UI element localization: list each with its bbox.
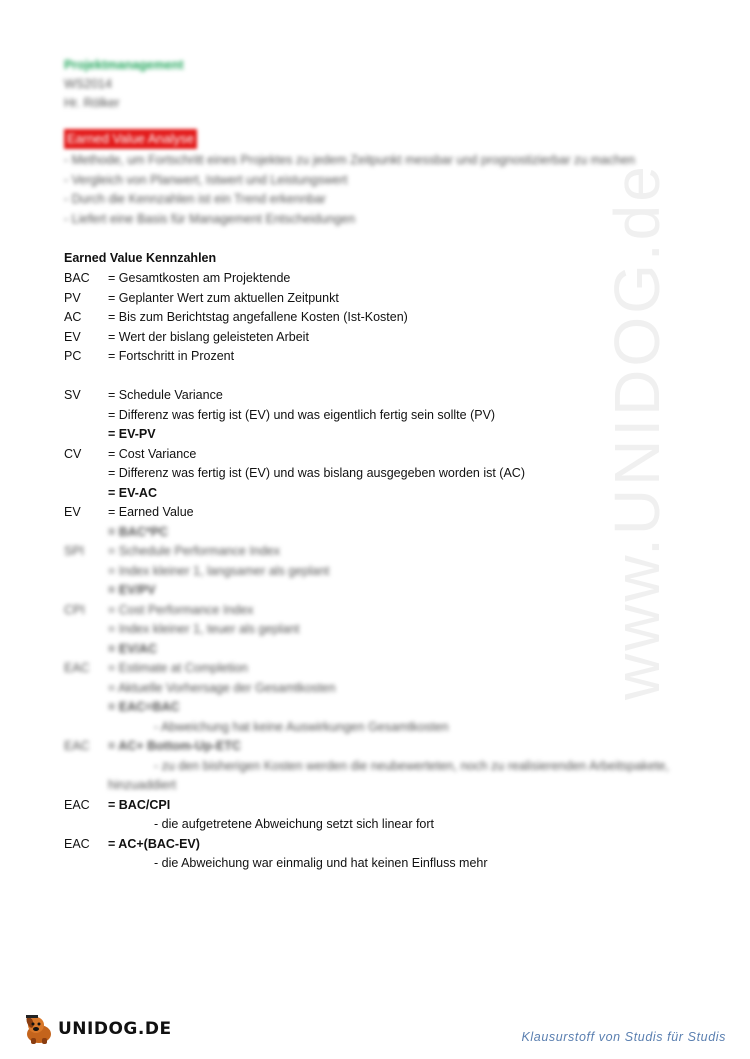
formula-row <box>64 601 704 621</box>
bullet-item: - Vergleich von Planwert, Istwert und Leistungswert <box>64 172 348 187</box>
formula-line: = Earned Value <box>108 505 194 519</box>
term: EAC <box>64 797 90 812</box>
formula-line: = Differenz was fertig ist (EV) und was eigentlich fertig sein sollte (PV) <box>108 407 496 422</box>
formula-row <box>64 523 704 543</box>
formula-line: = AC+(BAC-EV) <box>108 836 200 851</box>
formula-row <box>64 737 704 757</box>
formula-row <box>64 679 704 699</box>
formula-line: = Estimate at Completion <box>108 661 248 675</box>
term: CV <box>64 446 82 461</box>
semester: WS2014 <box>64 77 112 91</box>
formula-line: = EAC=BAC <box>108 700 180 714</box>
term: PC <box>64 349 82 363</box>
formula-row <box>64 659 704 679</box>
formula-row <box>64 718 704 738</box>
definition: = Fortschritt in Prozent <box>108 349 235 363</box>
formula-row <box>64 484 704 504</box>
formula-line: = Cost Performance Index <box>108 602 254 617</box>
definition-row <box>64 289 704 309</box>
header-block <box>64 56 704 113</box>
formula-row <box>64 854 704 874</box>
logo-text: UNIDOG.DE <box>58 1019 172 1039</box>
term: EV <box>64 329 81 344</box>
formula-row <box>64 386 704 406</box>
formula-row <box>64 835 704 855</box>
dog-mascot-icon <box>22 1012 56 1046</box>
formula-row <box>64 425 704 445</box>
formula-line: = BAC*PC <box>108 524 169 539</box>
formula-row <box>64 562 704 582</box>
lecturer: Hr. Rölker <box>64 96 120 110</box>
definition-row <box>64 347 704 367</box>
formula-line: - zu den bisherigen Kosten werden die neubewerteten, noch zu realisierenden Arbeitspakete, <box>154 758 669 773</box>
definition-list <box>64 269 704 367</box>
definition: = Wert der bislang geleisteten Arbeit <box>108 329 309 344</box>
formula-line: = EV/AC <box>108 641 157 656</box>
bullet-list <box>64 151 704 229</box>
formula-line: = BAC/CPI <box>108 797 171 812</box>
unidog-logo <box>22 1012 172 1046</box>
formula-line: = Cost Variance <box>108 446 197 461</box>
definition: = Bis zum Berichtstag angefallene Kosten (Ist-Kosten) <box>108 310 408 324</box>
formula-line: - die Abweichung war einmalig und hat keinen Einfluss mehr <box>154 856 488 870</box>
term: SPI <box>64 544 85 558</box>
term: CPI <box>64 602 85 617</box>
formula-line: = AC+ Bottom-Up-ETC <box>108 739 241 753</box>
document-body <box>64 56 704 874</box>
formula-line: = Differenz was fertig ist (EV) und was bislang ausgegeben worden ist (AC) <box>108 466 525 480</box>
bullet-item: - Durch die Kennzahlen ist ein Trend erkennbar <box>64 192 326 206</box>
definition-row <box>64 269 704 289</box>
section-heading: Earned Value Analyse <box>64 129 197 149</box>
footer-tagline: Klausurstoff von Studis für Studis <box>521 1030 726 1044</box>
watermark: www.UNIDOG.de <box>601 163 673 700</box>
formula-row <box>64 640 704 660</box>
formula-row <box>64 464 704 484</box>
formula-row <box>64 445 704 465</box>
term: PV <box>64 290 81 305</box>
formula-row <box>64 581 704 601</box>
term: EAC <box>64 661 90 675</box>
formula-line: = Aktuelle Vorhersage der Gesamtkosten <box>108 680 336 695</box>
bullet-item: - Methode, um Fortschritt eines Projektes zu jedem Zeitpunkt messbar und prognostizierbar zu machen <box>64 153 636 167</box>
formula-line: = EV-PV <box>108 427 156 441</box>
formula-row <box>64 757 704 777</box>
term: EAC <box>64 836 90 851</box>
term: EAC <box>64 739 90 753</box>
formula-line: - die aufgetretene Abweichung setzt sich linear fort <box>154 817 435 831</box>
formula-row <box>64 796 704 816</box>
formula-row <box>64 542 704 562</box>
definition: = Geplanter Wert zum aktuellen Zeitpunkt <box>108 290 339 305</box>
definition-row <box>64 328 704 348</box>
bullet-item: - Liefert eine Basis für Management Entscheidungen <box>64 211 356 226</box>
blurred-section <box>64 523 704 796</box>
formula-row <box>64 503 704 523</box>
formula-line: = Schedule Variance <box>108 388 223 402</box>
formula-line: = EV/PV <box>108 583 156 597</box>
term: SV <box>64 388 81 402</box>
formula-row <box>64 620 704 640</box>
term: AC <box>64 310 82 324</box>
term: BAC <box>64 271 90 285</box>
term: EV <box>64 505 81 519</box>
course-title: Projektmanagement <box>64 58 184 72</box>
formula-line: = Schedule Performance Index <box>108 544 280 558</box>
definition-row <box>64 308 704 328</box>
formula-row <box>64 406 704 426</box>
kennzahlen-heading: Earned Value Kennzahlen <box>64 251 217 265</box>
formula-line: hinzuaddiert <box>108 778 177 792</box>
definition: = Gesamtkosten am Projektende <box>108 271 291 285</box>
formula-row <box>64 776 704 796</box>
formula-line: = Index kleiner 1, teuer als geplant <box>108 622 300 636</box>
formula-row <box>64 698 704 718</box>
formula-line: = EV-AC <box>108 485 157 500</box>
formula-line: - Abweichung hat keine Auswirkungen Gesamtkosten <box>154 719 449 734</box>
formula-row <box>64 815 704 835</box>
formula-line: = Index kleiner 1, langsamer als geplant <box>108 563 330 578</box>
